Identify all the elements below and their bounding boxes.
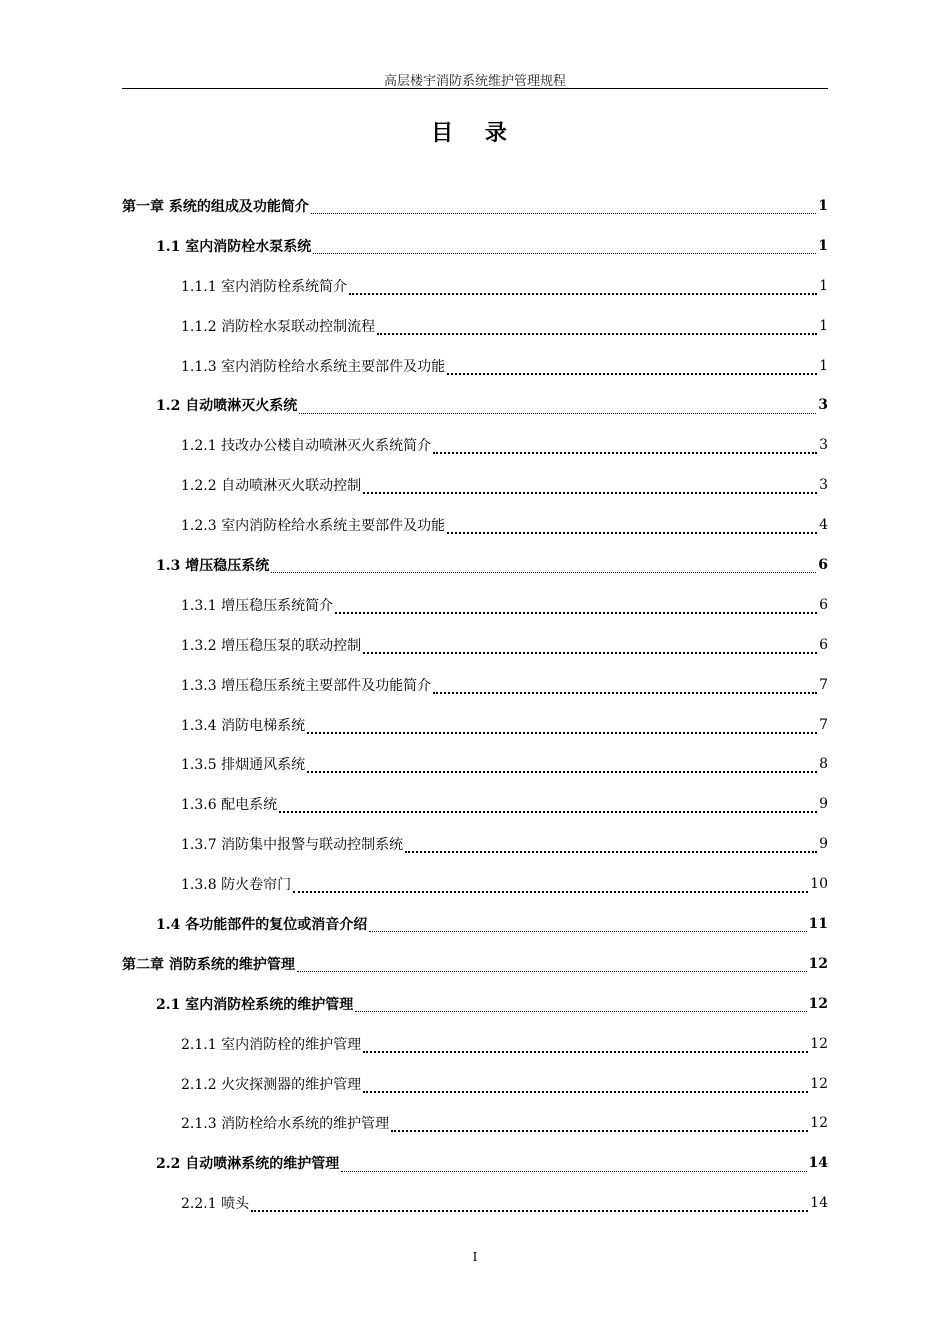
- toc-entry-page: 6: [818, 556, 828, 573]
- toc-dot-leader: [447, 363, 817, 375]
- toc-entry-page: 12: [808, 955, 828, 972]
- toc-entry[interactable]: [122, 545, 828, 585]
- toc-entry[interactable]: [122, 1183, 828, 1223]
- toc-entry-label: 1.3.4 消防电梯系统: [181, 717, 306, 734]
- toc-entry[interactable]: [122, 705, 828, 745]
- toc-entry[interactable]: [122, 1103, 828, 1143]
- toc-entry-page: 1: [818, 197, 828, 214]
- toc-dot-leader: [349, 283, 817, 295]
- toc-dot-leader: [271, 562, 816, 573]
- toc-entry[interactable]: [122, 505, 828, 545]
- toc-entry-label: 第二章 消防系统的维护管理: [122, 956, 295, 973]
- toc-entry[interactable]: [122, 944, 828, 984]
- toc-entry[interactable]: [122, 425, 828, 465]
- toc-dot-leader: [335, 602, 817, 614]
- toc-entry[interactable]: [122, 904, 828, 944]
- toc-entry-label: 1.3.3 增压稳压系统主要部件及功能简介: [181, 677, 432, 694]
- toc-entry-page: 3: [819, 477, 828, 494]
- toc-dot-leader: [433, 682, 817, 694]
- toc-dot-leader: [363, 482, 817, 494]
- toc-entry-page: 7: [819, 676, 828, 693]
- toc-entry-page: 6: [819, 636, 828, 653]
- toc-entry-page: 1: [819, 357, 828, 374]
- toc-dot-leader: [279, 801, 817, 813]
- toc-entry-page: 14: [810, 1195, 828, 1212]
- toc-entry-page: 4: [819, 517, 828, 534]
- toc-entry-page: 1: [819, 277, 828, 294]
- toc-entry[interactable]: [122, 984, 828, 1024]
- toc-entry-label: 1.3.6 配电系统: [181, 797, 278, 814]
- toc-dot-leader: [299, 403, 816, 414]
- toc-entry-label: 1.4 各功能部件的复位或消音介绍: [156, 916, 368, 933]
- toc-dot-leader: [341, 1161, 806, 1172]
- toc-entry-label: 1.3.2 增压稳压泵的联动控制: [181, 637, 362, 654]
- toc-entry-page: 3: [819, 437, 828, 454]
- toc-dot-leader: [311, 203, 816, 214]
- toc-dot-leader: [433, 442, 817, 454]
- toc-entry-label: 1.1.1 室内消防栓系统简介: [181, 278, 348, 295]
- toc-entry-page: 12: [810, 1115, 828, 1132]
- toc-dot-leader: [377, 323, 817, 335]
- toc-entry[interactable]: [122, 625, 828, 665]
- toc-entry[interactable]: [122, 585, 828, 625]
- toc-entry-page: 1: [818, 237, 828, 254]
- toc-entry-label: 1.1.2 消防栓水泵联动控制流程: [181, 318, 376, 335]
- toc-entry[interactable]: [122, 1024, 828, 1064]
- toc-entry-page: 12: [808, 995, 828, 1012]
- page-number: I: [472, 1250, 478, 1264]
- toc-entry-label: 1.3.8 防火卷帘门: [181, 877, 292, 894]
- page-header-title: 高层楼宇消防系统维护管理规程: [383, 74, 566, 89]
- toc-dot-leader: [447, 522, 817, 534]
- toc-dot-leader: [307, 722, 817, 734]
- toc-entry[interactable]: [122, 226, 828, 266]
- toc-entry-page: 1: [819, 317, 828, 334]
- toc-dot-leader: [251, 1200, 808, 1212]
- toc-entry-page: 9: [819, 836, 828, 853]
- table-of-contents: [122, 186, 828, 1223]
- toc-dot-leader: [355, 1001, 806, 1012]
- toc-dot-leader: [313, 243, 816, 254]
- toc-entry[interactable]: [122, 824, 828, 864]
- toc-entry[interactable]: [122, 784, 828, 824]
- toc-entry-label: 1.2.2 自动喷淋灭火联动控制: [181, 478, 362, 495]
- toc-dot-leader: [405, 841, 817, 853]
- toc-entry-page: 9: [819, 796, 828, 813]
- toc-title: 目 录: [431, 120, 519, 146]
- toc-entry-label: 1.3.1 增压稳压系统简介: [181, 597, 334, 614]
- toc-entry-label: 1.2 自动喷淋灭火系统: [156, 398, 298, 415]
- toc-entry[interactable]: [122, 385, 828, 425]
- toc-entry-label: 1.2.3 室内消防栓给水系统主要部件及功能: [181, 518, 446, 535]
- toc-dot-leader: [391, 1120, 808, 1132]
- toc-entry[interactable]: [122, 346, 828, 386]
- toc-entry[interactable]: [122, 465, 828, 505]
- toc-entry-label: 2.1.1 室内消防栓的维护管理: [181, 1036, 362, 1053]
- toc-entry[interactable]: [122, 306, 828, 346]
- header-divider: [122, 88, 828, 89]
- toc-dot-leader: [297, 961, 807, 972]
- toc-dot-leader: [369, 921, 806, 932]
- toc-entry-label: 1.2.1 技改办公楼自动喷淋灭火系统简介: [181, 438, 432, 455]
- toc-entry-page: 6: [819, 596, 828, 613]
- toc-entry-page: 10: [810, 876, 828, 893]
- toc-entry-label: 2.2 自动喷淋系统的维护管理: [156, 1156, 340, 1173]
- toc-entry[interactable]: [122, 1064, 828, 1104]
- toc-dot-leader: [293, 881, 808, 893]
- toc-entry[interactable]: [122, 1143, 828, 1183]
- toc-entry[interactable]: [122, 665, 828, 705]
- toc-entry-label: 第一章 系统的组成及功能简介: [122, 198, 309, 215]
- toc-entry-page: 3: [818, 397, 828, 414]
- toc-entry-page: 11: [808, 915, 828, 932]
- toc-entry-page: 8: [819, 756, 828, 773]
- toc-entry[interactable]: [122, 864, 828, 904]
- toc-entry-page: 14: [808, 1155, 828, 1172]
- toc-entry[interactable]: [122, 266, 828, 306]
- toc-entry[interactable]: [122, 186, 828, 226]
- toc-entry-label: 1.1.3 室内消防栓给水系统主要部件及功能: [181, 358, 446, 375]
- toc-entry-label: 2.1 室内消防栓系统的维护管理: [156, 996, 354, 1013]
- toc-entry-page: 12: [810, 1035, 828, 1052]
- toc-entry-label: 1.1 室内消防栓水泵系统: [156, 238, 312, 255]
- toc-dot-leader: [363, 1081, 808, 1093]
- toc-dot-leader: [307, 761, 817, 773]
- toc-entry-label: 1.3.7 消防集中报警与联动控制系统: [181, 837, 404, 854]
- toc-entry-page: 7: [819, 716, 828, 733]
- toc-entry-label: 2.1.2 火灾探测器的维护管理: [181, 1076, 362, 1093]
- toc-entry-label: 2.1.3 消防栓给水系统的维护管理: [181, 1116, 390, 1133]
- toc-dot-leader: [363, 1041, 808, 1053]
- toc-dot-leader: [363, 642, 817, 654]
- toc-entry[interactable]: [122, 744, 828, 784]
- toc-entry-label: 1.3 增压稳压系统: [156, 557, 270, 574]
- toc-entry-label: 1.3.5 排烟通风系统: [181, 757, 306, 774]
- toc-entry-page: 12: [810, 1075, 828, 1092]
- toc-entry-label: 2.2.1 喷头: [181, 1196, 250, 1213]
